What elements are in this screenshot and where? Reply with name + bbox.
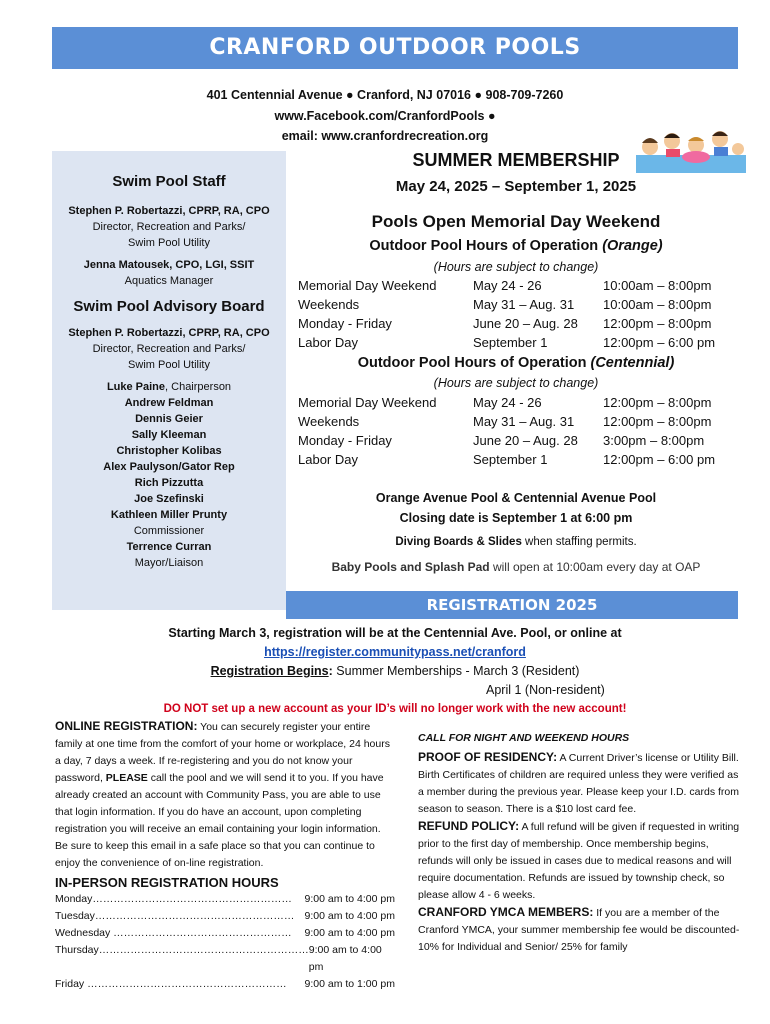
staff-name: Jenna Matousek, CPO, LGI, SSIT bbox=[83, 259, 255, 271]
schedule-row: Memorial Day Weekend May 24 - 26 10:00am – 8:00pm bbox=[298, 278, 712, 293]
board-member: Kathleen Miller Prunty bbox=[110, 509, 228, 521]
schedule-row: Labor Day September 1 12:00pm – 6:00 pm bbox=[298, 335, 716, 350]
staff-role: Swim Pool Utility bbox=[128, 237, 210, 249]
schedule-row: Memorial Day Weekend May 24 - 26 12:00pm – 8:00pm bbox=[298, 395, 712, 410]
address-line: 401 Centennial Avenue ● Cranford, NJ 07016 ● 908-709-7260 bbox=[206, 88, 564, 102]
board-member: Christopher Kolibas bbox=[116, 445, 222, 457]
schedule-row: Monday - Friday June 20 – Aug. 28 12:00pm – 8:00pm bbox=[298, 316, 712, 331]
closing-notice: Orange Avenue Pool & Centennial Avenue Pool Closing date is September 1 at 6:00 pm bbox=[375, 491, 657, 525]
inperson-hours-row: Friday ………………………………………………… 9:00 am to 1:00 pm bbox=[55, 978, 395, 990]
policies-section bbox=[418, 730, 744, 956]
registration-start: Starting March 3, registration will be at the Centennial Ave. Pool, or online at bbox=[168, 626, 622, 640]
account-warning: DO NOT set up a new account as your ID’s will no longer work with the new account! bbox=[163, 703, 627, 715]
inperson-heading: IN-PERSON REGISTRATION HOURS bbox=[55, 875, 279, 890]
board-member: Joe Szefinski bbox=[134, 493, 204, 505]
staff-name: Stephen P. Robertazzi, CPRP, RA, CPO bbox=[68, 205, 270, 217]
staff-heading: Swim Pool Staff bbox=[112, 173, 226, 190]
registration-begins: Registration Begins: Summer Memberships - March 3 (Resident) bbox=[210, 664, 580, 678]
membership-title: SUMMER MEMBERSHIP bbox=[412, 150, 620, 170]
call-hours-note: CALL FOR NIGHT AND WEEKEND HOURS bbox=[418, 732, 630, 744]
inperson-hours-row: Tuesday………………………………………………… 9:00 am to 4:00 pm bbox=[55, 910, 395, 922]
board-director-name: Stephen P. Robertazzi, CPRP, RA, CPO bbox=[68, 327, 270, 339]
board-heading: Swim Pool Advisory Board bbox=[73, 298, 265, 315]
page-title-banner: CRANFORD OUTDOOR POOLS bbox=[52, 27, 738, 69]
staff-sidebar bbox=[52, 151, 286, 610]
ymca-text: CRANFORD YMCA MEMBERS: If you are a member of the Cranford YMCA, your summer membership fee would be discounted- 10% for Individual and Senior/ 25% for family bbox=[418, 905, 740, 953]
board-member-role: Commissioner bbox=[133, 525, 205, 537]
refund-text: REFUND POLICY: A full refund will be given if requested in writing prior to the first day of membership. Once membership begins, refunds will only be issued in cases due to medical reasons and will require documentation. Refunds are issued by township check, so please allow 4 - 6 weeks. bbox=[418, 819, 740, 901]
online-registration-section bbox=[55, 718, 395, 993]
online-registration-text: ONLINE REGISTRATION: You can securely register your entire family at one time from the comfort of your home or workplace, 24 hours a day, 7 days a week. If re-registering and you do not know your password, PLEASE call the pool and we will send it to you. If you have already created an account with Community Pass, you are able to use that login information. If you do have an account, upon completing registration you will receive an email containing your login information. Be sure to keep this email in a safe place so that you can continue to enjoy the convenience of on-line registration. bbox=[55, 719, 390, 869]
registration-begins-nonresident: April 1 (Non-resident) bbox=[486, 683, 605, 697]
schedule-row: Weekends May 31 – Aug. 31 10:00am – 8:00pm bbox=[298, 297, 712, 312]
board-member: Sally Kleeman bbox=[131, 429, 207, 441]
centennial-hours-note: (Hours are subject to change) bbox=[433, 376, 599, 390]
board-chair: Luke Paine, Chairperson bbox=[106, 381, 232, 393]
board-director-role: Swim Pool Utility bbox=[128, 359, 210, 371]
inperson-hours-row: Monday………………………………………………… 9:00 am to 4:00 pm bbox=[55, 893, 395, 905]
orange-schedule bbox=[298, 278, 738, 354]
membership-dates: May 24, 2025 – September 1, 2025 bbox=[395, 178, 637, 195]
board-member: Alex Paulyson/Gator Rep bbox=[103, 461, 235, 473]
staff-role: Aquatics Manager bbox=[124, 275, 214, 287]
inperson-hours-row: Wednesday …………………………………………… 9:00 am to 4:00 pm bbox=[55, 927, 395, 939]
board-director-role: Director, Recreation and Parks/ bbox=[92, 343, 246, 355]
board-member: Rich Pizzutta bbox=[134, 477, 204, 489]
schedule-row: Labor Day September 1 12:00pm – 6:00 pm bbox=[298, 452, 716, 467]
residency-text: PROOF OF RESIDENCY: A Current Driver’s license or Utility Bill. Birth Certificates of children are required unless they were verified as a member during the previous year. Please keep your I.D. cards from season to season. There is a $10 lost card fee. bbox=[418, 750, 739, 815]
board-member-role: Mayor/Liaison bbox=[134, 557, 204, 569]
board-member: Andrew Feldman bbox=[124, 397, 214, 409]
orange-hours-note: (Hours are subject to change) bbox=[433, 260, 599, 274]
board-member: Dennis Geier bbox=[135, 413, 203, 425]
pools-open-heading: Pools Open Memorial Day Weekend bbox=[371, 212, 661, 231]
schedule-row: Weekends May 31 – Aug. 31 12:00pm – 8:00pm bbox=[298, 414, 712, 429]
email-line: email: www.cranfordrecreation.org bbox=[281, 129, 489, 143]
centennial-hours-heading: Outdoor Pool Hours of Operation (Centennial) bbox=[357, 355, 675, 371]
registration-banner: REGISTRATION 2025 bbox=[286, 591, 738, 619]
baby-pool-notice: Baby Pools and Splash Pad will open at 10:00am every day at OAP bbox=[331, 560, 701, 574]
schedule-row: Monday - Friday June 20 – Aug. 28 3:00pm – 8:00pm bbox=[298, 433, 705, 448]
orange-hours-heading: Outdoor Pool Hours of Operation (Orange) bbox=[369, 238, 663, 254]
inperson-hours-row: Thursday…………………………………………………… 9:00 am to 4:00 pm bbox=[55, 944, 382, 973]
staff-role: Director, Recreation and Parks/ bbox=[92, 221, 246, 233]
board-member: Terrence Curran bbox=[126, 541, 212, 553]
centennial-schedule bbox=[298, 395, 738, 471]
facebook-line: www.Facebook.com/CranfordPools ● bbox=[274, 109, 496, 123]
registration-link[interactable]: https://register.communitypass.net/cranford bbox=[264, 645, 526, 659]
diving-notice: Diving Boards & Slides when staffing permits. bbox=[395, 536, 637, 548]
